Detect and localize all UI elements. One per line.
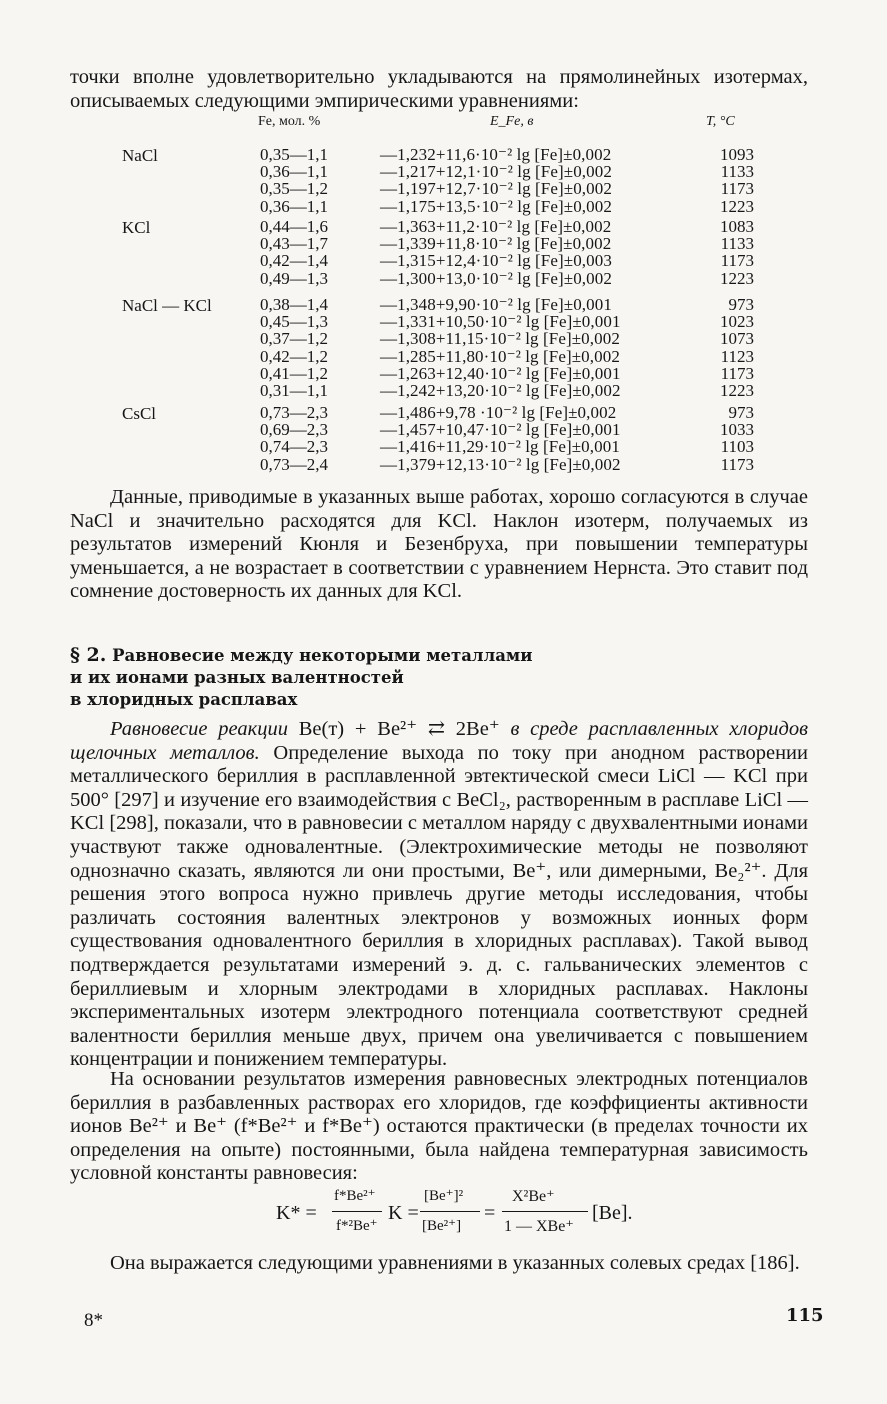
cell-temperature: 1223 bbox=[720, 268, 754, 288]
cell-temperature: 1023 bbox=[720, 312, 754, 332]
table-row bbox=[70, 252, 810, 269]
cell-equation: —1,348+9,90·10⁻² lg [Fe]±0,001 bbox=[380, 295, 612, 314]
group-name: NaCl — KCl bbox=[122, 296, 212, 315]
cell-temperature: 1223 bbox=[720, 196, 754, 216]
section-title-line2: и их ионами разных валентностей bbox=[70, 668, 404, 687]
cell-equation: —1,242+13,20·10⁻² lg [Fe]±0,002 bbox=[380, 380, 621, 400]
paragraph-data-comparison: Данные, приводимые в указанных выше работах, хорошо согласуются в случае NaCl и значительно расходятся для KCl. Наклон изотерм, получаемых из результатов измерений Кюнля и Безенбруха, при повышении температуры уменьшается, а не возрастает в соответствии с уравнением Нернста. Это ставит под сомнение достоверность их данных для KCl. bbox=[70, 486, 808, 603]
cell-composition: 0,73—2,4 bbox=[260, 454, 328, 474]
cell-composition: 0,37—1,2 bbox=[260, 329, 328, 349]
cell-equation: —1,457+10,47·10⁻² lg [Fe]±0,001 bbox=[380, 420, 621, 440]
formula-f-denominator: f*²Be⁺ bbox=[336, 1218, 378, 1234]
table-row bbox=[70, 382, 810, 399]
equilibrium-constant-formula bbox=[276, 1184, 656, 1244]
section-title-line3: в хлоридных расплавах bbox=[70, 690, 298, 709]
cell-equation: —1,175+13,5·10⁻² lg [Fe]±0,002 bbox=[380, 196, 612, 216]
table-row bbox=[70, 365, 810, 382]
cell-equation: —1,263+12,40·10⁻² lg [Fe]±0,001 bbox=[380, 363, 621, 383]
cell-equation: —1,308+11,15·10⁻² lg [Fe]±0,002 bbox=[380, 329, 620, 349]
table-row bbox=[70, 235, 810, 252]
cell-equation: —1,331+10,50·10⁻² lg [Fe]±0,001 bbox=[380, 312, 621, 332]
paragraph-reaction bbox=[70, 718, 808, 1072]
cell-temperature: 1223 bbox=[720, 380, 754, 400]
reaction-lead-in: Равновесие реакции bbox=[110, 718, 288, 740]
signature-mark: 8* bbox=[84, 1310, 103, 1331]
cell-equation: —1,197+12,7·10⁻² lg [Fe]±0,002 bbox=[380, 179, 612, 199]
table-row bbox=[70, 313, 810, 330]
formula-lhs: K* = bbox=[276, 1202, 317, 1224]
formula-equals: = bbox=[484, 1202, 496, 1224]
table-row bbox=[70, 438, 810, 455]
table-row bbox=[70, 456, 810, 473]
reaction-equation: Be(т) + Be²⁺ ⇄ 2Be⁺ bbox=[298, 718, 500, 740]
table-row bbox=[70, 270, 810, 287]
formula-x-denominator: 1 — XBe⁺ bbox=[504, 1218, 574, 1235]
table-row bbox=[70, 146, 810, 163]
cell-composition: 0,45—1,3 bbox=[260, 312, 328, 332]
cell-equation: —1,300+13,0·10⁻² lg [Fe]±0,002 bbox=[380, 268, 612, 288]
cell-composition: 0,49—1,3 bbox=[260, 268, 328, 288]
cell-composition: 0,41—1,2 bbox=[260, 363, 328, 383]
cell-equation: —1,285+11,80·10⁻² lg [Fe]±0,002 bbox=[380, 346, 620, 366]
cell-composition: 0,43—1,7 bbox=[260, 234, 328, 254]
cell-equation: —1,486+9,78 ·10⁻² lg [Fe]±0,002 bbox=[380, 403, 617, 422]
cell-temperature: 1093 bbox=[720, 145, 754, 164]
cell-equation: —1,339+11,8·10⁻² lg [Fe]±0,002 bbox=[380, 234, 612, 254]
cell-temperature: 1173 bbox=[720, 363, 754, 383]
formula-fraction-bar-2 bbox=[420, 1211, 480, 1212]
cell-temperature: 973 bbox=[728, 295, 754, 314]
table-row bbox=[70, 421, 810, 438]
formula-f-numerator: f*Be²⁺ bbox=[334, 1188, 376, 1204]
table-row bbox=[70, 330, 810, 347]
cell-temperature: 1173 bbox=[720, 454, 754, 474]
formula-k: K = bbox=[388, 1202, 419, 1224]
section-heading bbox=[70, 644, 590, 711]
cell-equation: —1,315+12,4·10⁻² lg [Fe]±0,003 bbox=[380, 251, 612, 271]
cell-composition: 0,69—2,3 bbox=[260, 420, 328, 440]
formula-fraction-bar-3 bbox=[502, 1211, 588, 1212]
cell-composition: 0,44—1,6 bbox=[260, 217, 328, 236]
formula-tail: [Be]. bbox=[592, 1202, 633, 1224]
group-name: CsCl bbox=[122, 404, 157, 423]
table-row bbox=[70, 404, 810, 421]
cell-composition: 0,31—1,1 bbox=[260, 380, 328, 400]
cell-composition: 0,36—1,1 bbox=[260, 162, 328, 182]
cell-temperature: 1133 bbox=[720, 234, 754, 254]
cell-temperature: 1103 bbox=[720, 437, 754, 457]
page-number: 115 bbox=[786, 1305, 824, 1326]
cell-composition: 0,42—1,2 bbox=[260, 346, 328, 366]
cell-equation: —1,363+11,2·10⁻² lg [Fe]±0,002 bbox=[380, 217, 612, 236]
cell-composition: 0,42—1,4 bbox=[260, 251, 328, 271]
cell-composition: 0,73—2,3 bbox=[260, 403, 328, 422]
table-row bbox=[70, 348, 810, 365]
formula-x-numerator: X²Be⁺ bbox=[512, 1188, 555, 1205]
table-row bbox=[70, 198, 810, 215]
section-number: § 2. bbox=[70, 644, 107, 666]
cell-temperature: 1033 bbox=[720, 420, 754, 440]
cell-temperature: 1073 bbox=[720, 329, 754, 349]
cell-temperature: 1083 bbox=[720, 217, 754, 236]
cell-temperature: 1173 bbox=[720, 179, 754, 199]
group-name: KCl bbox=[122, 218, 151, 237]
paragraph-final: Она выражается следующими уравнениями в указанных солевых средах [186]. bbox=[110, 1252, 800, 1274]
section-title-line1: Равновесие между некоторыми металлами bbox=[112, 646, 533, 665]
intro-paragraph: точки вполне удовлетворительно укладываются на прямолинейных изотермах, описываемых следующими эмпирическими уравнениями: bbox=[70, 66, 808, 112]
header-temperature: T, °C bbox=[706, 114, 735, 129]
formula-fraction-bar-1 bbox=[332, 1211, 382, 1212]
cell-temperature: 1123 bbox=[720, 346, 754, 366]
header-composition: Fe, мол. % bbox=[258, 114, 321, 129]
formula-c-numerator: [Be⁺]² bbox=[424, 1188, 464, 1204]
table-row bbox=[70, 163, 810, 180]
cell-equation: —1,416+11,29·10⁻² lg [Fe]±0,001 bbox=[380, 437, 620, 457]
formula-c-denominator: [Be²⁺] bbox=[422, 1218, 462, 1234]
cell-equation: —1,379+12,13·10⁻² lg [Fe]±0,002 bbox=[380, 454, 621, 474]
cell-composition: 0,38—1,4 bbox=[260, 295, 328, 314]
paragraph-basis: На основании результатов измерения равновесных электродных потенциалов бериллия в разбавленных растворах его хлоридов, где коэффициенты активности ионов Be²⁺ и Be⁺ (f*Be²⁺ и f*Be⁺) остаются практически (в пределах точности их определения на опыте) постоянными, была найдена температурная зависимость условной константы равновесия: bbox=[70, 1068, 808, 1185]
reaction-body: Определение выхода по току при анодном растворении металлического бериллия в расплавленной эвтектической смеси LiCl — KCl при 500° [297] и изучение его взаимодействия с BeCl₂, растворенным в расплаве LiCl — KCl [298], показали, что в равновесии с металлом наряду с двухвалентными ионами участвуют также одновалентные. (Электрохимические методы не позволяют однозначно сказать, являются ли они простыми, Be⁺, или димерными, Be₂²⁺. Для решения этого вопроса нужно привлечь другие методы исследования, чтобы различать состояния валентных электронов у возможных ионных форм существования одновалентного бериллия в хлоридных расплавах). Такой вывод подтверждается результатами измерений э. д. с. гальванических элементов с бериллиевым и хлорным электродами в хлоридных расплавах. Наклоны экспериментальных изотерм электродного потенциала соответствуют средней валентности бериллия меньше двух, причем она увеличивается с повышением концентрации и понижением температуры. bbox=[70, 741, 809, 1071]
cell-composition: 0,36—1,1 bbox=[260, 196, 328, 216]
reaction-lead-out: в среде расплавленных хлоридов щелочных металлов. bbox=[70, 718, 808, 764]
cell-equation: —1,217+12,1·10⁻² lg [Fe]±0,002 bbox=[380, 162, 612, 182]
header-potential: E_Fe, в bbox=[490, 114, 534, 129]
cell-composition: 0,35—1,2 bbox=[260, 179, 328, 199]
table-row bbox=[70, 296, 810, 313]
cell-temperature: 973 bbox=[728, 403, 754, 422]
cell-temperature: 1173 bbox=[720, 251, 754, 271]
cell-equation: —1,232+11,6·10⁻² lg [Fe]±0,002 bbox=[380, 145, 612, 164]
group-name: NaCl bbox=[122, 146, 158, 165]
table-row bbox=[70, 218, 810, 235]
cell-temperature: 1133 bbox=[720, 162, 754, 182]
table-row bbox=[70, 180, 810, 197]
cell-composition: 0,35—1,1 bbox=[260, 145, 328, 164]
cell-composition: 0,74—2,3 bbox=[260, 437, 328, 457]
